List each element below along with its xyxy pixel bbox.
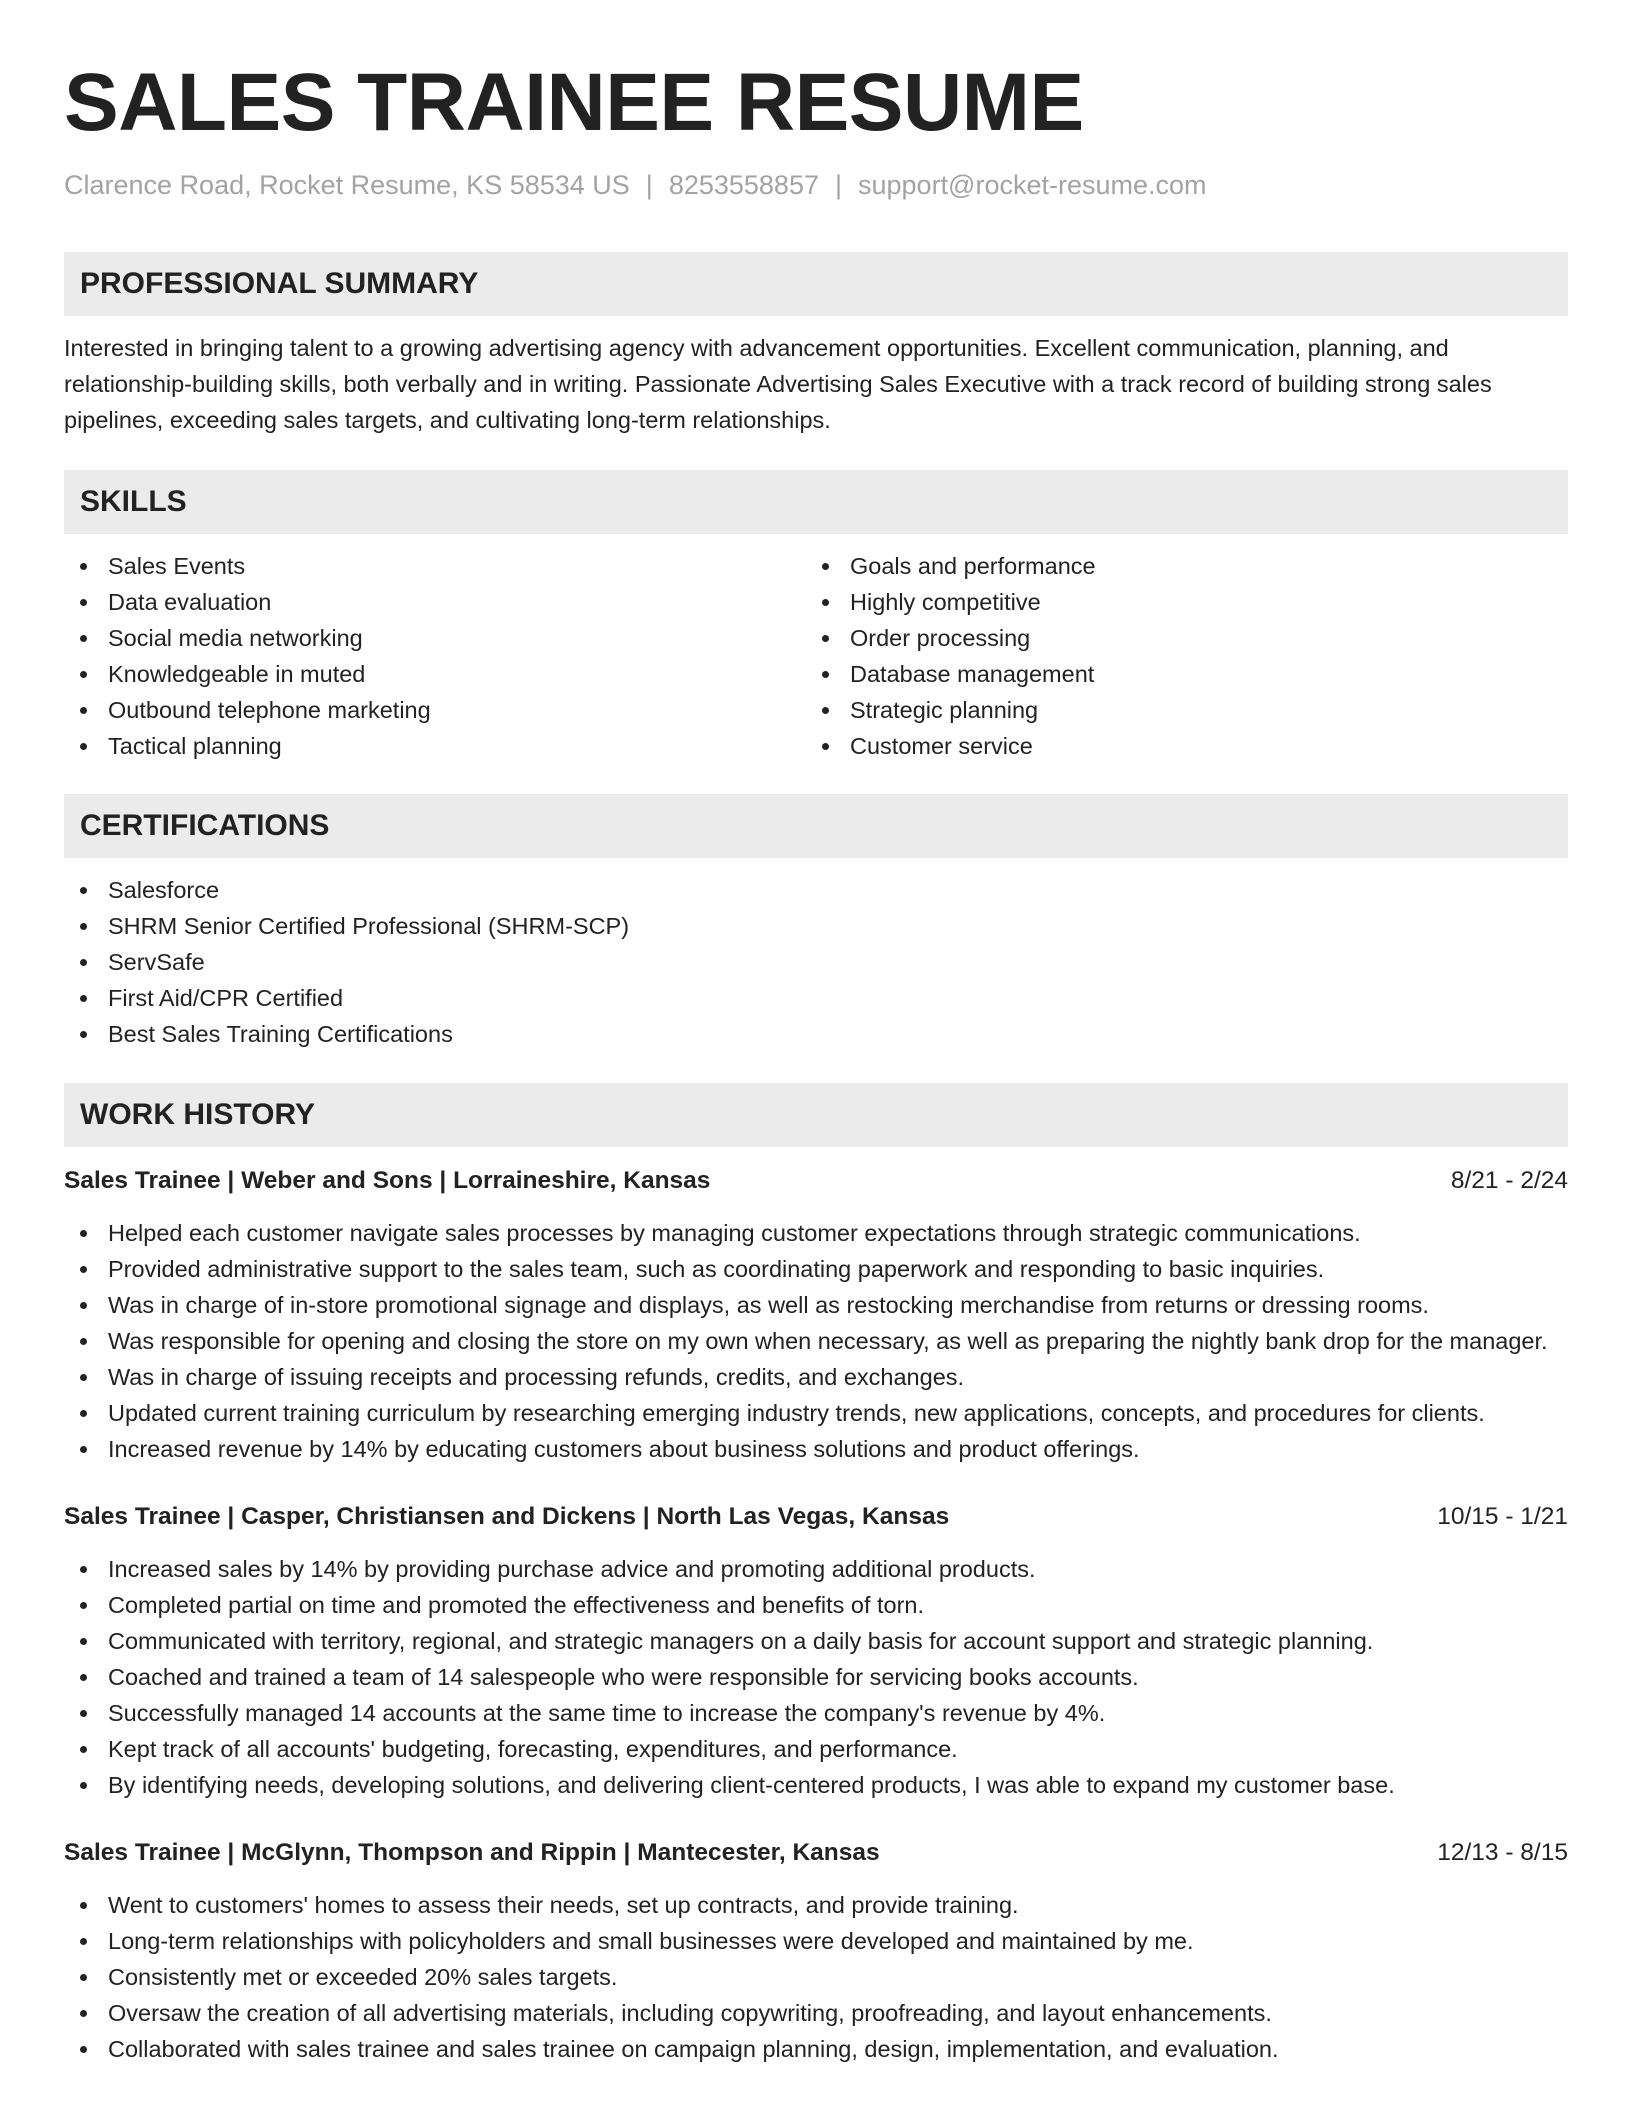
job-header bbox=[64, 1499, 1568, 1535]
skill-item: Sales Events bbox=[64, 548, 806, 584]
skills-grid bbox=[64, 548, 1568, 764]
section-heading-work-history: WORK HISTORY bbox=[64, 1083, 1568, 1147]
job-title: Sales Trainee | Casper, Christiansen and Dickens | North Las Vegas, Kansas bbox=[64, 1503, 950, 1530]
certification-item: Salesforce bbox=[64, 872, 1568, 908]
job-bullet: Consistently met or exceeded 20% sales targets. bbox=[64, 1959, 1568, 1995]
certification-item: First Aid/CPR Certified bbox=[64, 980, 1568, 1016]
contact-phone: 8253558857 bbox=[668, 170, 819, 200]
skill-item: Goals and performance bbox=[806, 548, 1548, 584]
certification-item: Best Sales Training Certifications bbox=[64, 1016, 1568, 1052]
skill-item: Knowledgeable in muted bbox=[64, 656, 806, 692]
job-bullet: Communicated with territory, regional, and strategic managers on a daily basis for account support and strategic planning. bbox=[64, 1623, 1568, 1659]
skill-item: Outbound telephone marketing bbox=[64, 692, 806, 728]
job-bullets bbox=[64, 1215, 1568, 1467]
skill-item: Highly competitive bbox=[806, 584, 1548, 620]
job-bullet: Completed partial on time and promoted the effectiveness and benefits of torn. bbox=[64, 1587, 1568, 1623]
resume-title: SALES TRAINEE RESUME bbox=[64, 57, 1084, 148]
certifications-list bbox=[64, 872, 1568, 1052]
skill-item: Database management bbox=[806, 656, 1548, 692]
contact-email: support@rocket-resume.com bbox=[858, 170, 1207, 200]
section-heading-skills: SKILLS bbox=[64, 470, 1568, 534]
job-bullet: Long-term relationships with policyholders and small businesses were developed and maintained by me. bbox=[64, 1923, 1568, 1959]
job-bullet: Increased sales by 14% by providing purchase advice and promoting additional products. bbox=[64, 1551, 1568, 1587]
job-bullets bbox=[64, 1887, 1568, 2067]
job-bullet: Increased revenue by 14% by educating customers about business solutions and product offerings. bbox=[64, 1431, 1568, 1467]
contact-separator: | bbox=[834, 170, 842, 200]
job-bullet: Was in charge of issuing receipts and processing refunds, credits, and exchanges. bbox=[64, 1359, 1568, 1395]
job-bullet: Coached and trained a team of 14 salespeople who were responsible for servicing books accounts. bbox=[64, 1659, 1568, 1695]
certification-item: ServSafe bbox=[64, 944, 1568, 980]
section-heading-summary: PROFESSIONAL SUMMARY bbox=[64, 252, 1568, 316]
skill-item: Tactical planning bbox=[64, 728, 806, 764]
skill-item: Order processing bbox=[806, 620, 1548, 656]
job-bullet: Updated current training curriculum by researching emerging industry trends, new applications, concepts, and procedures for clients. bbox=[64, 1395, 1568, 1431]
job-dates: 8/21 - 2/24 bbox=[1450, 1167, 1568, 1194]
job-title: Sales Trainee | Weber and Sons | Lorraineshire, Kansas bbox=[64, 1167, 711, 1194]
job-bullet: Oversaw the creation of all advertising materials, including copywriting, proofreading, and layout enhancements. bbox=[64, 1995, 1568, 2031]
skill-item: Strategic planning bbox=[806, 692, 1548, 728]
contact-line bbox=[64, 168, 1568, 202]
job-bullet: Provided administrative support to the sales team, such as coordinating paperwork and responding to basic inquiries. bbox=[64, 1251, 1568, 1287]
certification-item: SHRM Senior Certified Professional (SHRM-SCP) bbox=[64, 908, 1568, 944]
section-heading-certifications: CERTIFICATIONS bbox=[64, 794, 1568, 858]
job-bullet: Went to customers' homes to assess their needs, set up contracts, and provide training. bbox=[64, 1887, 1568, 1923]
skills-list-right bbox=[806, 548, 1548, 764]
job-bullet: Successfully managed 14 accounts at the same time to increase the company's revenue by 4%. bbox=[64, 1695, 1568, 1731]
skill-item: Customer service bbox=[806, 728, 1548, 764]
job-bullet: Collaborated with sales trainee and sales trainee on campaign planning, design, implementation, and evaluation. bbox=[64, 2031, 1568, 2067]
job-bullet: Helped each customer navigate sales processes by managing customer expectations through strategic communications. bbox=[64, 1215, 1568, 1251]
resume-page bbox=[64, 0, 1568, 2067]
job-header bbox=[64, 1835, 1568, 1871]
job-title: Sales Trainee | McGlynn, Thompson and Rippin | Mantecester, Kansas bbox=[64, 1839, 880, 1866]
job-header bbox=[64, 1163, 1568, 1199]
job-dates: 10/15 - 1/21 bbox=[1437, 1503, 1568, 1530]
job-bullet: By identifying needs, developing solutions, and delivering client-centered products, I was able to expand my customer base. bbox=[64, 1767, 1568, 1803]
skill-item: Data evaluation bbox=[64, 584, 806, 620]
skills-list-left bbox=[64, 548, 806, 764]
contact-address: Clarence Road, Rocket Resume, KS 58534 US bbox=[64, 170, 630, 200]
job-bullet: Was in charge of in-store promotional signage and displays, as well as restocking merchandise from returns or dressing rooms. bbox=[64, 1287, 1568, 1323]
job-dates: 12/13 - 8/15 bbox=[1437, 1839, 1568, 1866]
job-bullet: Kept track of all accounts' budgeting, forecasting, expenditures, and performance. bbox=[64, 1731, 1568, 1767]
job-bullet: Was responsible for opening and closing the store on my own when necessary, as well as preparing the nightly bank drop for the manager. bbox=[64, 1323, 1568, 1359]
summary-text: Interested in bringing talent to a growing advertising agency with advancement opportunities. Excellent communication, planning, and relationship-building skills, both verbally and in writing. Passionate Advertising Sales Executive with a track record of building strong sales pipelines, exceeding sales targets, and cultivating long-term relationships. bbox=[64, 335, 1492, 433]
contact-separator: | bbox=[645, 170, 653, 200]
job-bullets bbox=[64, 1551, 1568, 1803]
skill-item: Social media networking bbox=[64, 620, 806, 656]
